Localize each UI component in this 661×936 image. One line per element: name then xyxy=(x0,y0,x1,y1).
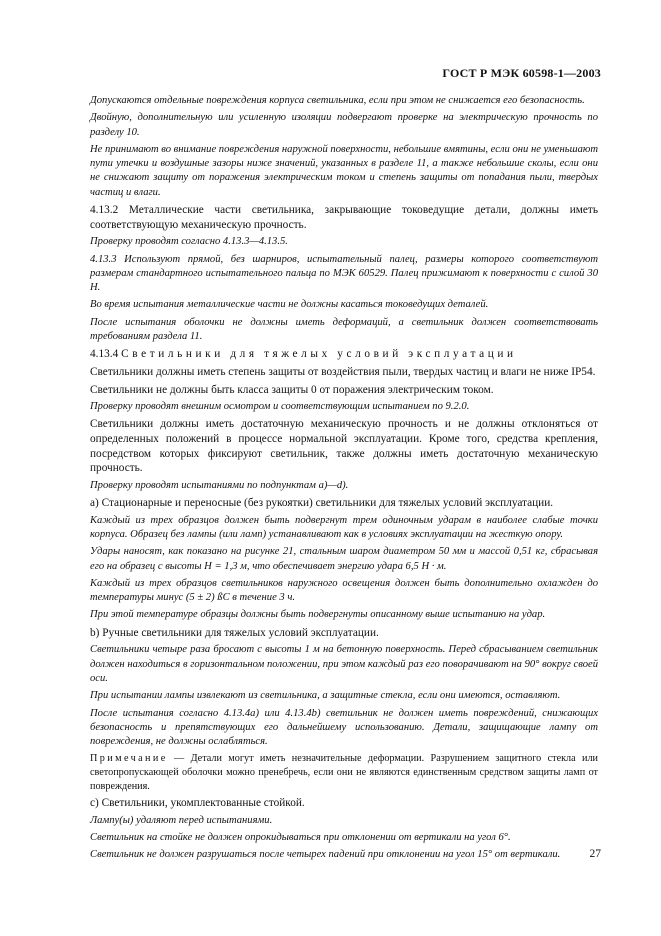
italic-paragraph: Проверку проводят внешним осмотром и соответствующим испытанием по 9.2.0. xyxy=(90,401,470,413)
italic-paragraph: При испытании лампы извлекают из светильника, а защитные стекла, если они имеются, оставляют. xyxy=(90,690,561,702)
italic-paragraph: Светильник на стойке не должен опрокидываться при отклонении от вертикали на угол 6°. xyxy=(90,832,511,844)
italic-paragraph: После испытания согласно 4.13.4a) или 4.13.4b) светильник не должен иметь повреждений, снижающих безопасность и препятствующих его дальнейшему использованию. Детали, защищающие лампу от повреждения, не должны ослабляться. xyxy=(90,707,598,748)
paragraph: Светильники должны иметь достаточную механическую прочность и не должны отклоняться от определенных положений в процессе нормальной эксплуатации. Кроме того, средства крепления, посредством которых фиксируют светильник, также должны иметь достаточную механическую прочность. xyxy=(90,418,598,475)
italic-paragraph: Во время испытания металлические части не должны касаться токоведущих деталей. xyxy=(90,299,489,311)
note-paragraph xyxy=(90,752,598,793)
italic-paragraph: Каждый из трех образцов светильников наружного освещения должен быть дополнительно охлажден до температуры минус (5 ± 2) ßС в течение 3 ч. xyxy=(90,577,598,604)
italic-paragraph: Допускаются отдельные повреждения корпуса светильника, если при этом не снижается его безопасность. xyxy=(90,95,585,106)
note-label: Примечание xyxy=(90,753,168,765)
italic-paragraph: Светильник не должен разрушаться после четырех падений при отклонении на угол 15° от вертикали. xyxy=(90,849,561,861)
paragraph: 4.13.2 Металлические части светильника, закрывающие токоведущие детали, должны иметь соответствующую механическую прочность. xyxy=(90,204,598,231)
italic-paragraph: Проверку проводят согласно 4.13.3—4.13.5. xyxy=(90,236,288,248)
paragraph: Светильники не должны быть класса защиты 0 от поражения электрическим током. xyxy=(90,383,494,396)
italic-paragraph: При этой температуре образцы должны быть подвергнуты описанному выше испытанию на удар. xyxy=(90,609,546,621)
document-body xyxy=(90,94,598,866)
italic-paragraph: После испытания оболочки не должны иметь деформаций, а светильник должен соответствовать требованиям раздела 11. xyxy=(90,316,598,343)
note-text: — Детали могут иметь незначительные деформации. Разрушением защитного стекла или светопропускающей оболочки можно пренебречь, если они не являются единственным средством защиты ламп от повреждения. xyxy=(90,753,598,792)
italic-paragraph: Двойную, дополнительную или усиленную изоляции подвергают проверке на электрическую прочность по разделу 10. xyxy=(90,112,598,138)
paragraph: b) Ручные светильники для тяжелых условий эксплуатации. xyxy=(90,626,379,639)
section-number: 4.13.4 xyxy=(90,348,119,361)
italic-paragraph: Проверку проводят испытаниями по подпунктам a)—d). xyxy=(90,479,349,491)
italic-paragraph: Не принимают во внимание повреждения наружной поверхности, небольшие вмятины, если они не уменьшают пути утечки и воздушные зазоры ниже значений, указанных в разделе 11, а также небольшие сколы, если они не снижают защиту от поражения электрическим током и степень защиты от попадания пыли, твердых частиц и влаги. xyxy=(90,143,598,198)
standard-header: ГОСТ Р МЭК 60598-1—2003 xyxy=(442,66,601,80)
section-title: Светильники для тяжелых условий эксплуатации xyxy=(121,348,517,361)
paragraph: c) Светильники, укомплектованные стойкой. xyxy=(90,797,305,810)
italic-paragraph: Каждый из трех образцов должен быть подвергнут трем одиночным ударам в наиболее слабые точки корпуса. Образец без лампы (или ламп) устанавливают как в условиях эксплуатации на жесткую опору. xyxy=(90,514,598,540)
italic-paragraph: Удары наносят, как показано на рисунке 21, стальным шаром диаметром 50 мм и массой 0,51 кг, сбрасывая его на образец с высоты H = 1,3 м, что обеспечивает энергию удара 6,5 Н · м. xyxy=(90,546,598,572)
paragraph: a) Стационарные и переносные (без рукоятки) светильники для тяжелых условий эксплуатации. xyxy=(90,497,554,510)
page-number: 27 xyxy=(589,848,601,860)
italic-paragraph: 4.13.3 Используют прямой, без шарниров, испытательный палец, размеры которого соответствуют размерам стандартного испытательного пальца по МЭК 60529. Палец прижимают к поверхности с силой 30 Н. xyxy=(90,253,598,294)
section-heading xyxy=(90,347,598,362)
italic-paragraph: Лампу(ы) удаляют перед испытаниями. xyxy=(90,814,273,826)
paragraph: Светильники должны иметь степень защиты от воздействия пыли, твердых частиц и влаги не ниже IP54. xyxy=(90,365,596,378)
italic-paragraph: Светильники четыре раза бросают с высоты 1 м на бетонную поверхность. Перед сбрасыванием светильник должен находиться в горизонтальном положении, при этом каждый раз его поворачивают на 90° вокруг своей оси. xyxy=(90,644,598,684)
